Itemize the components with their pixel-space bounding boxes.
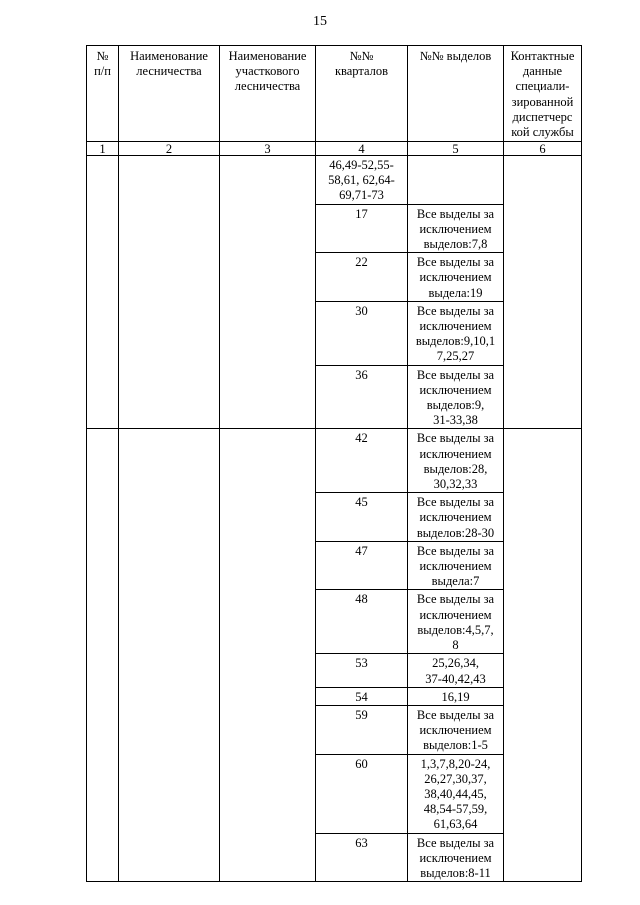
district-forestry-cell bbox=[220, 429, 316, 882]
allotments-cell: Все выделы за исключением выделов:1-5 bbox=[408, 705, 504, 754]
quarters-cell: 59 bbox=[316, 705, 408, 754]
district-forestry-cell bbox=[220, 156, 316, 429]
quarters-cell: 30 bbox=[316, 301, 408, 365]
forestry-table bbox=[86, 45, 582, 882]
forestry-cell bbox=[119, 429, 220, 882]
column-number: 3 bbox=[220, 142, 316, 156]
contacts-cell bbox=[504, 429, 582, 882]
quarters-cell: 22 bbox=[316, 253, 408, 302]
allotments-cell: Все выделы за исключением выделов:28-30 bbox=[408, 493, 504, 542]
page-number: 15 bbox=[313, 14, 327, 29]
column-number-row bbox=[87, 142, 582, 156]
quarters-cell: 45 bbox=[316, 493, 408, 542]
header-row bbox=[87, 46, 582, 142]
quarters-cell: 53 bbox=[316, 654, 408, 687]
table-row bbox=[87, 156, 582, 205]
header-allotments: №№ выделов bbox=[408, 46, 504, 142]
quarters-cell: 17 bbox=[316, 204, 408, 253]
allotments-cell bbox=[408, 156, 504, 205]
header-number: № п/п bbox=[87, 46, 119, 142]
header-district-forestry-name: Наименование участкового лесничества bbox=[220, 46, 316, 142]
quarters-cell: 47 bbox=[316, 541, 408, 590]
column-number: 5 bbox=[408, 142, 504, 156]
column-number: 6 bbox=[504, 142, 582, 156]
allotments-cell: Все выделы за исключением выделов:9,10,1 7,25,27 bbox=[408, 301, 504, 365]
quarters-cell: 46,49-52,55- 58,61, 62,64- 69,71-73 bbox=[316, 156, 408, 205]
allotments-cell: 25,26,34, 37-40,42,43 bbox=[408, 654, 504, 687]
allotments-cell: Все выделы за исключением выдела:19 bbox=[408, 253, 504, 302]
contacts-cell bbox=[504, 156, 582, 429]
quarters-cell: 48 bbox=[316, 590, 408, 654]
allotments-cell: Все выделы за исключением выделов:4,5,7, 8 bbox=[408, 590, 504, 654]
table-row bbox=[87, 429, 582, 493]
allotments-cell: Все выделы за исключением выдела:7 bbox=[408, 541, 504, 590]
number-cell bbox=[87, 429, 119, 882]
header-dispatch-contacts: Контактные данные специали- зированной диспетчерс кой службы bbox=[504, 46, 582, 142]
header-quarters: №№ кварталов bbox=[316, 46, 408, 142]
forestry-cell bbox=[119, 156, 220, 429]
allotments-cell: 16,19 bbox=[408, 687, 504, 705]
header-forestry-name: Наименование лесничества bbox=[119, 46, 220, 142]
quarters-cell: 60 bbox=[316, 754, 408, 833]
column-number: 2 bbox=[119, 142, 220, 156]
column-number: 1 bbox=[87, 142, 119, 156]
quarters-cell: 63 bbox=[316, 833, 408, 882]
allotments-cell: Все выделы за исключением выделов:28, 30,32,33 bbox=[408, 429, 504, 493]
number-cell bbox=[87, 156, 119, 429]
quarters-cell: 36 bbox=[316, 365, 408, 429]
allotments-cell: 1,3,7,8,20-24, 26,27,30,37, 38,40,44,45, 48,54-57,59, 61,63,64 bbox=[408, 754, 504, 833]
quarters-cell: 42 bbox=[316, 429, 408, 493]
allotments-cell: Все выделы за исключением выделов:9, 31-33,38 bbox=[408, 365, 504, 429]
allotments-cell: Все выделы за исключением выделов:8-11 bbox=[408, 833, 504, 882]
allotments-cell: Все выделы за исключением выделов:7,8 bbox=[408, 204, 504, 253]
column-number: 4 bbox=[316, 142, 408, 156]
quarters-cell: 54 bbox=[316, 687, 408, 705]
